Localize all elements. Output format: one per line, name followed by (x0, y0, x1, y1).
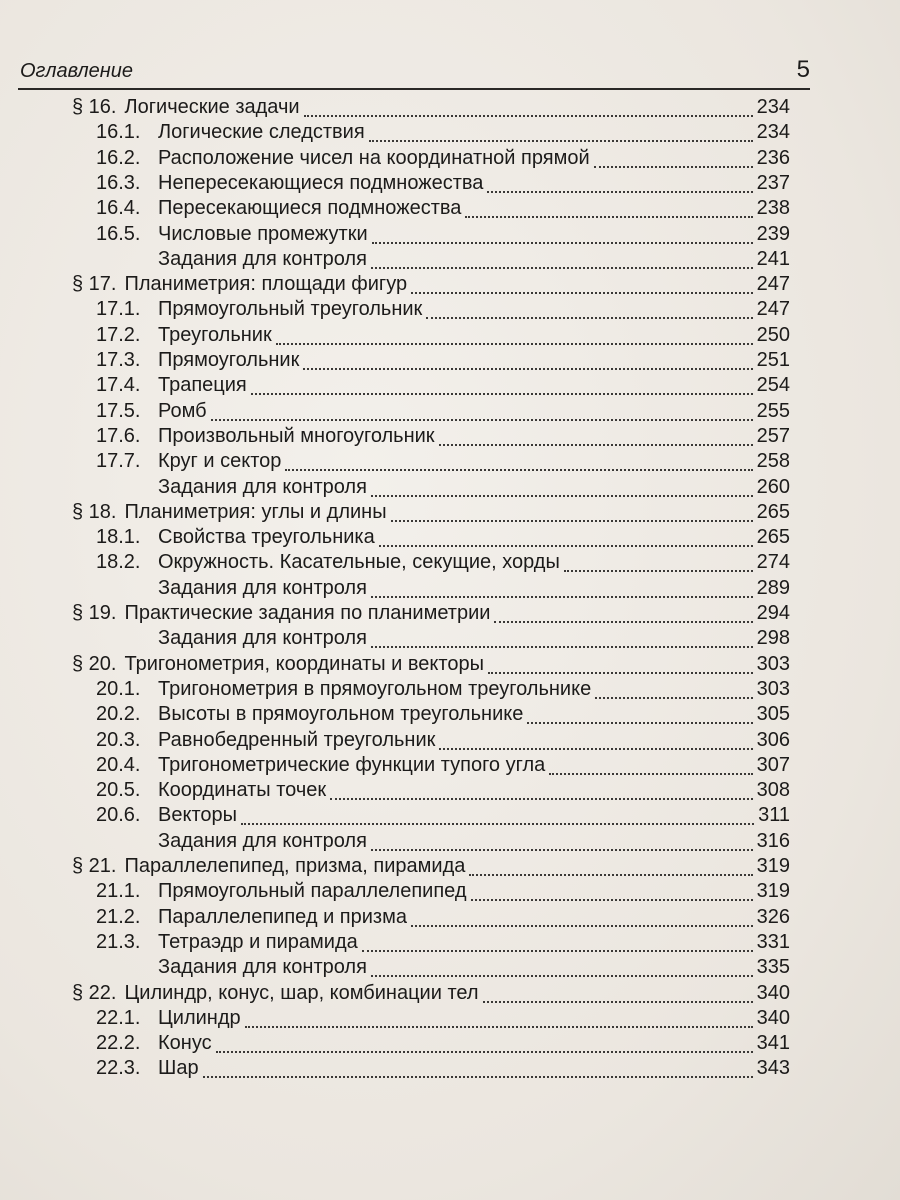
toc-entry-title: Задания для контроля (158, 576, 367, 599)
toc-subsection-entry (96, 906, 790, 932)
toc-entry-title: Числовые промежутки (158, 222, 368, 245)
toc-leader-dots (330, 797, 752, 800)
page-header (20, 58, 810, 88)
toc-subsection-entry (96, 450, 790, 476)
toc-entry-number: 21.1. (96, 880, 141, 903)
toc-subsection-entry (96, 551, 790, 577)
toc-entry-number: § 20. (72, 652, 117, 675)
toc-subsection-entry (96, 121, 790, 147)
toc-subsection-entry (96, 1007, 790, 1033)
toc-subsection-entry (96, 298, 790, 324)
toc-subsection-entry (96, 678, 790, 704)
toc-entry-page: 265 (756, 500, 790, 523)
toc-leader-dots (564, 569, 753, 572)
toc-entry-number: § 22. (72, 981, 117, 1004)
toc-entry-number: 17.5. (96, 399, 141, 422)
toc-subsection-entry (96, 1032, 790, 1058)
toc-leader-dots (439, 747, 752, 750)
toc-leader-dots (371, 848, 753, 851)
toc-entry-title: Векторы (158, 804, 237, 827)
toc-entry-title: Прямоугольный треугольник (158, 298, 423, 321)
toc-entry-title: Равнобедренный треугольник (158, 728, 436, 751)
toc-entry-page: 289 (756, 576, 790, 599)
toc-leader-dots (303, 367, 752, 370)
toc-entry-title: Параллелепипед и призма (158, 905, 407, 928)
toc-entry-title: Тригонометрические функции тупого угла (158, 753, 546, 776)
toc-entry-page: 247 (756, 273, 790, 296)
toc-entry-page: 294 (756, 602, 790, 624)
toc-leader-dots (372, 241, 753, 244)
toc-leader-dots (488, 671, 753, 674)
toc-subsection-entry (96, 172, 790, 198)
toc-leader-dots (203, 1075, 753, 1078)
toc-entry-title: Планиметрия: углы и длины (124, 500, 387, 523)
toc-subsection-entry (96, 526, 790, 552)
toc-entry-number: § 18. (72, 500, 117, 523)
toc-section-entry (72, 273, 790, 299)
toc-entry-page: 340 (756, 1006, 790, 1029)
toc-entry-number: § 21. (72, 855, 117, 877)
toc-entry-page: 241 (756, 247, 790, 270)
toc-leader-dots (483, 1000, 753, 1003)
toc-leader-dots (494, 620, 752, 623)
toc-entry-page: 341 (756, 1032, 790, 1055)
toc-subsection-entry (96, 729, 790, 755)
toc-entry-page: 308 (756, 779, 790, 802)
toc-entry-title: Непересекающиеся подмножества (158, 171, 484, 194)
toc-entry-page: 316 (756, 829, 790, 852)
toc-entry-number: 22.3. (96, 1057, 141, 1080)
toc-entry-page: 237 (756, 171, 790, 194)
toc-leader-dots (371, 266, 753, 269)
toc-entry-page: 311 (758, 804, 790, 827)
toc-entry-title: Параллелепипед, призма, пирамида (124, 855, 466, 877)
toc-entry-page: 343 (756, 1057, 790, 1080)
toc-leader-dots (411, 291, 753, 294)
toc-entry-page: 340 (756, 981, 790, 1004)
toc-section-entry (72, 96, 790, 122)
toc-leader-dots (487, 190, 752, 193)
toc-leader-dots (594, 165, 753, 168)
toc-entry-page: 260 (756, 475, 790, 498)
toc-entry-page: 335 (756, 956, 790, 979)
toc-entry-number: 16.3. (96, 171, 141, 194)
toc-subsection-entry (96, 804, 790, 830)
running-title: Оглавление (20, 60, 134, 82)
toc-entry-title: Прямоугольный параллелепипед (158, 880, 467, 903)
toc-entry-number: 20.4. (96, 753, 141, 776)
toc-control-entry (158, 577, 790, 603)
toc-leader-dots (595, 696, 752, 699)
toc-entry-number: § 16. (72, 96, 117, 118)
toc-subsection-entry (96, 779, 790, 805)
toc-entry-number: § 19. (72, 602, 117, 624)
toc-entry-page: 254 (756, 374, 790, 397)
toc-subsection-entry (96, 425, 790, 451)
toc-entry-title: Трапеция (158, 374, 247, 397)
toc-entry-page: 234 (756, 96, 790, 118)
toc-entry-title: Тригонометрия, координаты и векторы (124, 652, 484, 675)
toc-entry-number: 18.2. (96, 551, 141, 574)
toc-entry-title: Задания для контроля (158, 475, 367, 498)
toc-subsection-entry (96, 931, 790, 957)
toc-entry-page: 303 (756, 677, 790, 700)
toc-entry-page: 274 (756, 551, 790, 574)
toc-subsection-entry (96, 223, 790, 249)
toc-entry-title: Пересекающиеся подмножества (158, 197, 462, 220)
toc-leader-dots (379, 544, 753, 547)
toc-section-entry (72, 653, 790, 679)
toc-entry-page: 298 (756, 627, 790, 650)
toc-entry-title: Произвольный многоугольник (158, 424, 435, 447)
toc-entry-number: 17.4. (96, 374, 141, 397)
toc-subsection-entry (96, 374, 790, 400)
toc-leader-dots (251, 392, 753, 395)
toc-subsection-entry (96, 400, 790, 426)
toc-entry-number: 17.3. (96, 349, 141, 371)
toc-entry-title: Расположение чисел на координатной прямой (158, 146, 590, 169)
toc-leader-dots (391, 519, 753, 522)
toc-control-entry (158, 627, 790, 653)
toc-entry-number: 20.6. (96, 804, 141, 827)
toc-subsection-entry (96, 197, 790, 223)
toc-subsection-entry (96, 324, 790, 350)
toc-leader-dots (276, 342, 753, 345)
toc-subsection-entry (96, 754, 790, 780)
toc-leader-dots (426, 316, 752, 319)
toc-leader-dots (439, 443, 753, 446)
toc-entry-page: 238 (756, 197, 790, 220)
toc-entry-page: 307 (756, 753, 790, 776)
toc-entry-title: Логические следствия (158, 121, 365, 144)
toc-entry-page: 265 (756, 526, 790, 549)
toc-entry-number: 20.1. (96, 677, 141, 700)
toc-entry-title: Свойства треугольника (158, 526, 375, 549)
toc-control-entry (158, 830, 790, 856)
toc-control-entry (158, 956, 790, 982)
toc-entry-title: Задания для контроля (158, 956, 367, 979)
toc-entry-number: 20.2. (96, 703, 141, 726)
toc-entry-title: Цилиндр (158, 1006, 241, 1029)
toc-section-entry (72, 501, 790, 527)
toc-leader-dots (371, 595, 753, 598)
toc-entry-title: Тригонометрия в прямоугольном треугольнике (158, 677, 592, 700)
toc-leader-dots (527, 721, 752, 724)
toc-entry-title: Прямоугольник (158, 349, 300, 371)
page-number: 5 (796, 56, 810, 83)
toc-entry-title: Задания для контроля (158, 247, 367, 270)
toc-subsection-entry (96, 1057, 790, 1083)
toc-entry-number: 17.7. (96, 450, 141, 473)
toc-leader-dots (469, 873, 752, 876)
toc-entry-title: Планиметрия: площади фигур (124, 273, 408, 296)
toc-entry-page: 319 (756, 880, 790, 903)
toc-entry-number: 20.5. (96, 779, 141, 802)
toc-entry-title: Высоты в прямоугольном треугольнике (158, 703, 524, 726)
toc-entry-page: 305 (756, 703, 790, 726)
toc-entry-number: 16.4. (96, 197, 141, 220)
toc-entry-title: Окружность. Касательные, секущие, хорды (158, 551, 560, 574)
toc-entry-title: Задания для контроля (158, 829, 367, 852)
toc-entry-page: 255 (756, 399, 790, 422)
toc-entry-title: Треугольник (158, 323, 272, 346)
toc-entry-page: 251 (756, 349, 790, 371)
toc-subsection-entry (96, 880, 790, 906)
toc-entry-page: 326 (756, 905, 790, 928)
toc-entry-number: 16.2. (96, 146, 141, 169)
toc-entry-page: 257 (756, 424, 790, 447)
toc-leader-dots (245, 1025, 753, 1028)
toc-entry-number: 22.1. (96, 1006, 141, 1029)
toc-entry-page: 258 (756, 450, 790, 473)
toc-entry-title: Практические задания по планиметрии (124, 602, 491, 624)
toc-leader-dots (304, 114, 753, 117)
toc-subsection-entry (96, 703, 790, 729)
toc-leader-dots (241, 822, 754, 825)
toc-entry-page: 250 (756, 323, 790, 346)
toc-entry-title: Круг и сектор (158, 450, 282, 473)
toc-entry-title: Шар (158, 1057, 199, 1080)
toc-entry-title: Логические задачи (124, 96, 300, 118)
toc-leader-dots (471, 898, 753, 901)
toc-entry-title: Конус (158, 1032, 212, 1055)
toc-leader-dots (216, 1050, 753, 1053)
toc-entry-title: Задания для контроля (158, 627, 367, 650)
toc-leader-dots (465, 215, 752, 218)
toc-leader-dots (371, 974, 753, 977)
toc-entry-page: 234 (756, 121, 790, 144)
toc-leader-dots (371, 494, 753, 497)
toc-entry-number: 17.6. (96, 424, 141, 447)
toc-entry-number: 22.2. (96, 1032, 141, 1055)
toc-subsection-entry (96, 349, 790, 375)
toc-entry-number: § 17. (72, 273, 117, 296)
toc-section-entry (72, 855, 790, 881)
toc-entry-page: 236 (756, 146, 790, 169)
toc-entry-number: 17.1. (96, 298, 141, 321)
toc-entry-title: Цилиндр, конус, шар, комбинации тел (124, 981, 479, 1004)
toc-entry-number: 20.3. (96, 728, 141, 751)
toc-leader-dots (411, 924, 753, 927)
header-rule (18, 88, 810, 90)
toc-leader-dots (285, 468, 752, 471)
toc-entry-page: 247 (756, 298, 790, 321)
toc-entry-page: 303 (756, 652, 790, 675)
toc-entry-title: Тетраэдр и пирамида (158, 930, 358, 953)
toc-control-entry (158, 248, 790, 274)
toc-section-entry (72, 982, 790, 1008)
toc-entry-page: 319 (756, 855, 790, 877)
toc-entry-page: 306 (756, 728, 790, 751)
toc-leader-dots (371, 645, 753, 648)
toc-leader-dots (362, 949, 753, 952)
toc-leader-dots (369, 139, 753, 142)
toc-leader-dots (549, 772, 752, 775)
toc-section-entry (72, 602, 790, 628)
toc-entry-number: 21.2. (96, 905, 141, 928)
toc-entry-page: 239 (756, 222, 790, 245)
toc-subsection-entry (96, 147, 790, 173)
toc-entry-title: Координаты точек (158, 779, 327, 802)
toc-entry-number: 16.1. (96, 121, 141, 144)
toc-entry-page: 331 (756, 930, 790, 953)
toc-leader-dots (211, 418, 753, 421)
toc-entry-title: Ромб (158, 399, 207, 422)
toc-entry-number: 21.3. (96, 930, 141, 953)
toc-entry-number: 16.5. (96, 222, 141, 245)
toc-control-entry (158, 476, 790, 502)
toc-entry-number: 17.2. (96, 323, 141, 346)
toc-entry-number: 18.1. (96, 526, 141, 549)
